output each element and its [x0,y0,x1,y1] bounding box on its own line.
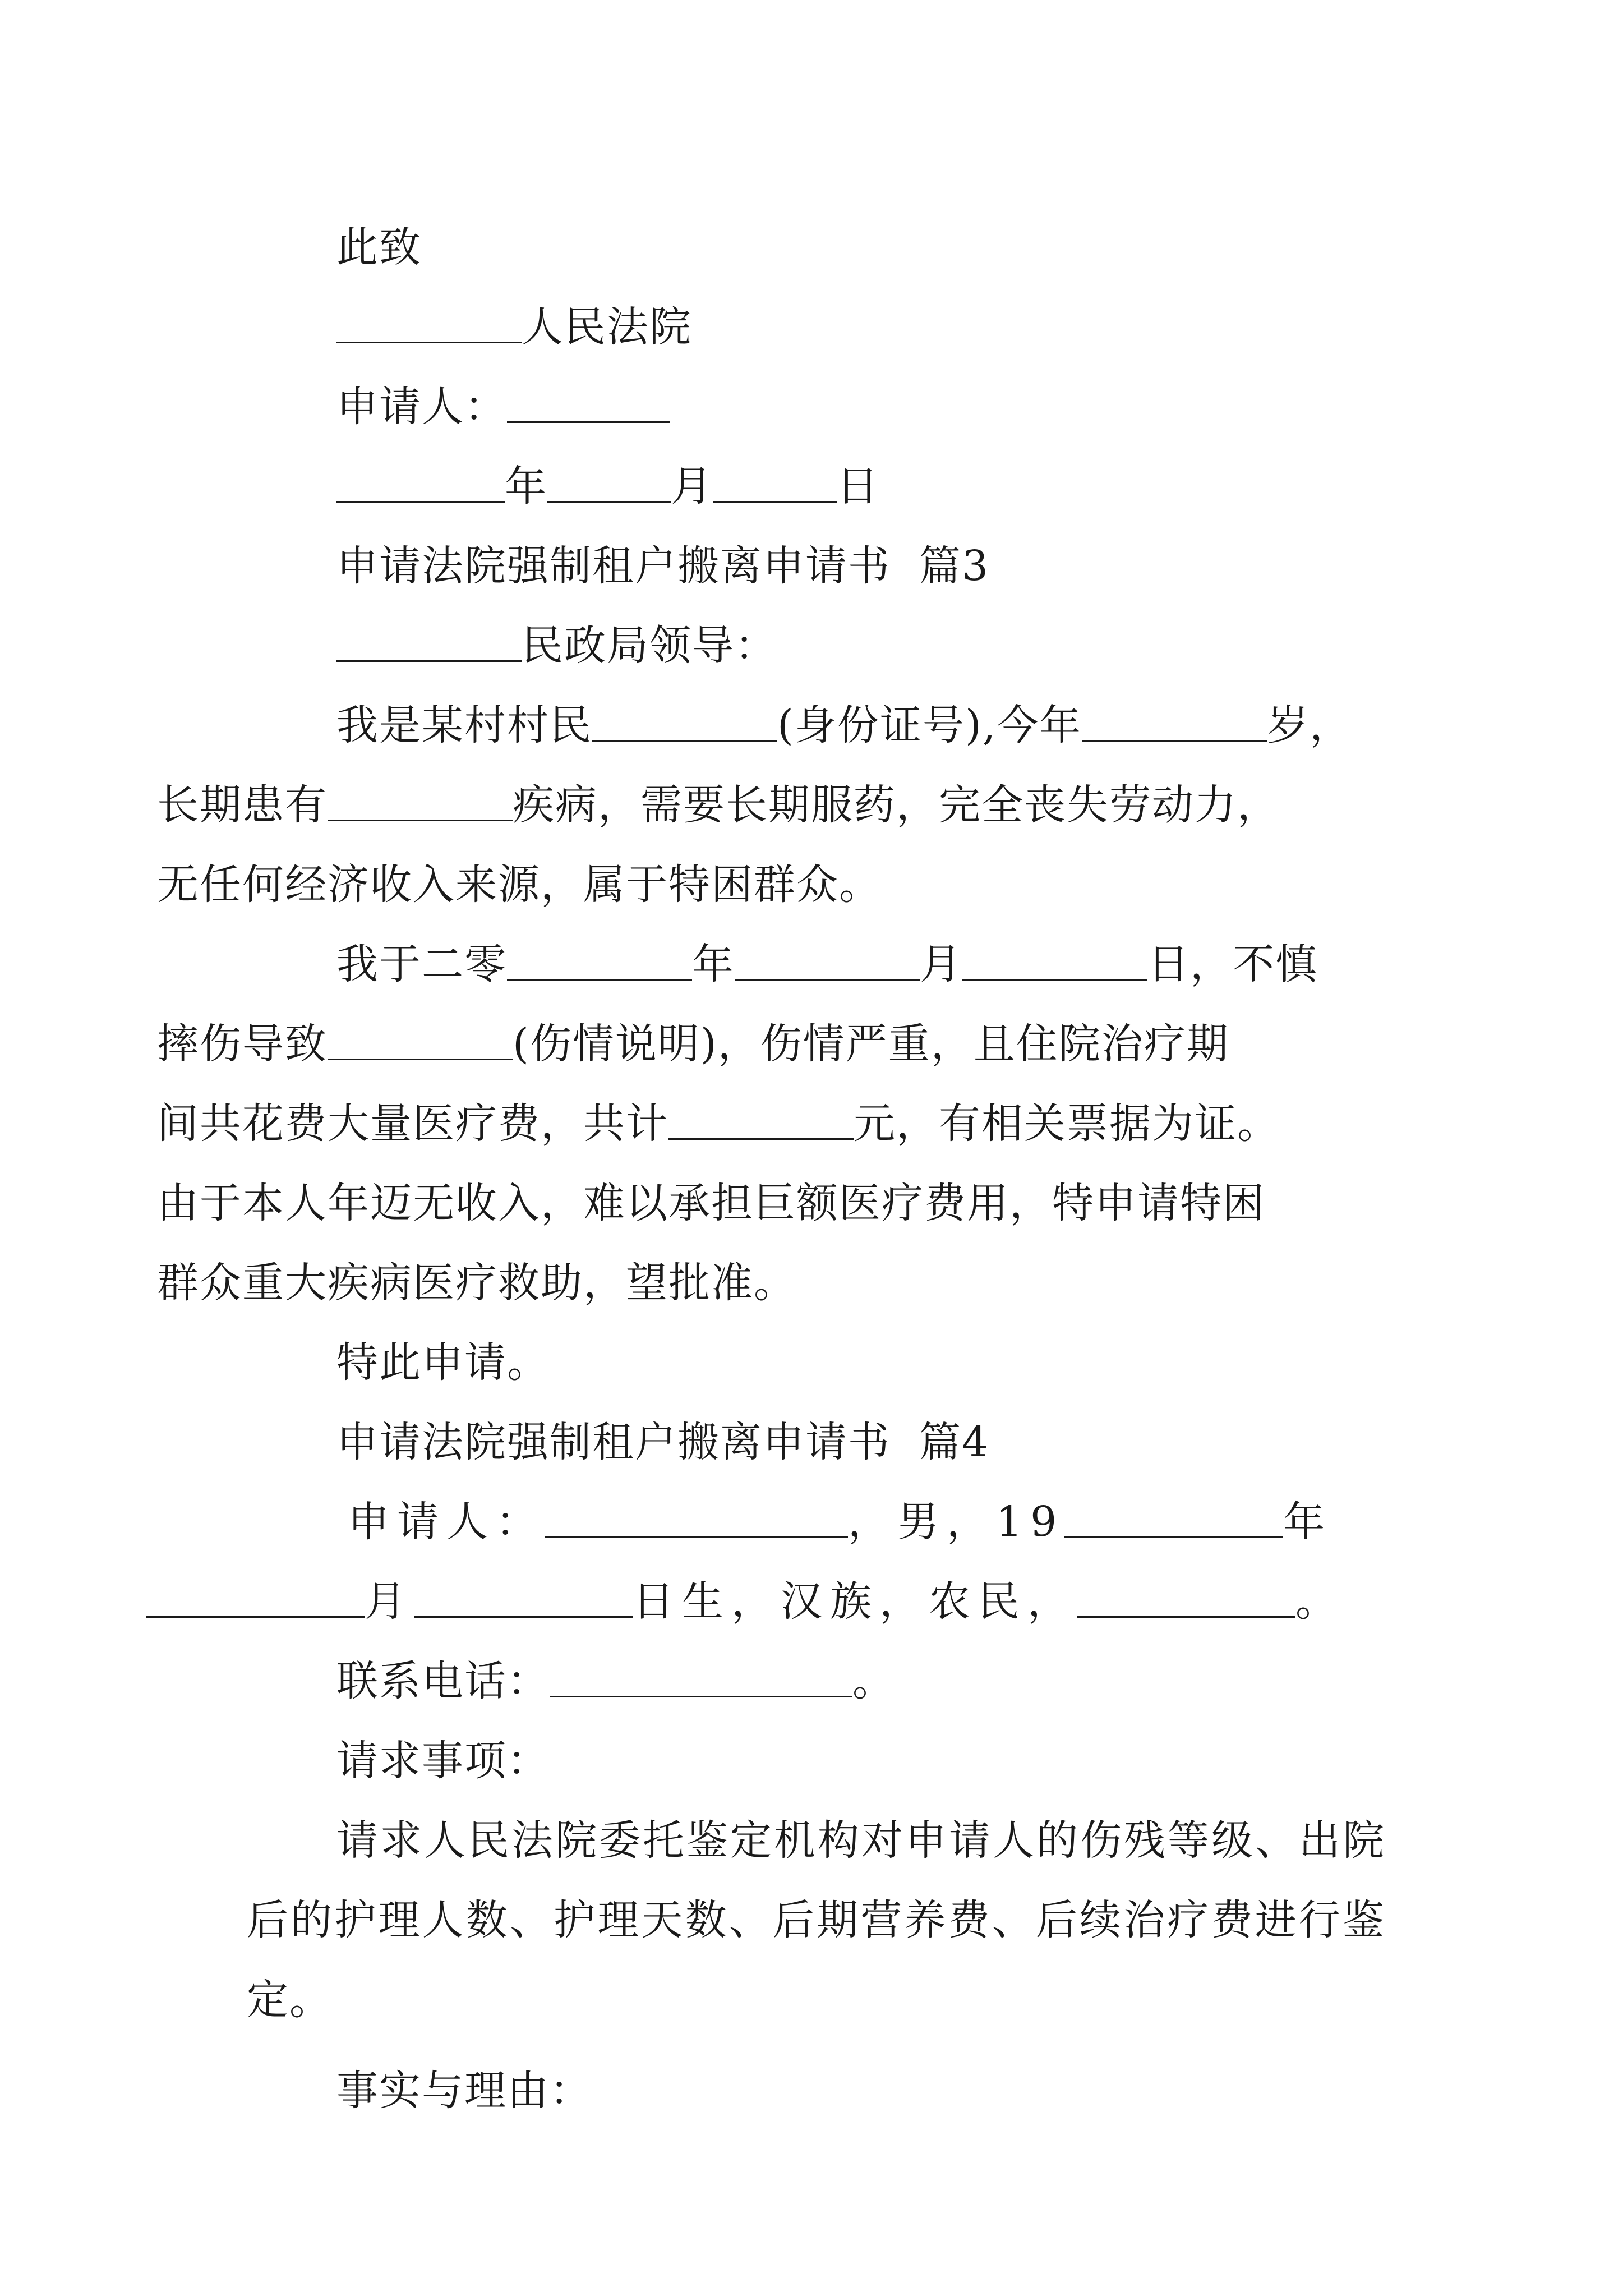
applicant-gender: ，男，19 [848,1498,1065,1546]
request-label: 请求事项： [336,1737,550,1785]
birth-day-blank [414,1575,633,1618]
section4-applicant-paragraph [247,1482,1385,1641]
court-line [247,287,1385,367]
year-blank [336,459,505,503]
court-suffix: 人民法院 [522,303,692,351]
p1-text-d: 长期患有 [157,781,328,829]
applicant-sign-line [247,367,1385,447]
amount-blank [668,1097,854,1140]
phone-line [247,1641,1385,1721]
injury-desc-blank [328,1017,513,1060]
addressee-blank [336,619,522,662]
request-text: 请求人民法院委托鉴定机构对申请人的伤残等级、出院后的护理人数、护理天数、后期营养费、后续治疗费进行鉴定。 [247,1816,1385,2024]
p2-text-g: 间共花费大量医疗费，共计 [157,1099,668,1148]
p1-text-c: 岁， [1267,701,1353,749]
injury-year-blank [507,937,692,981]
phone-end: 。 [852,1657,895,1705]
section4-heading: 申请法院强制租户搬离申请书 篇4 [336,1418,990,1466]
section3-heading: 申请法院强制租户搬离申请书 篇3 [336,542,990,590]
p2-text-i: 由于本人年迈无收入，难以承担巨额医疗费用，特申请特困 [157,1179,1265,1227]
month-blank [547,459,671,503]
addressee-suffix: 民政局领导： [522,622,777,670]
birth-month-blank [146,1575,365,1618]
p1-text-f: 无任何经济收入来源，属于特困群众。 [157,861,882,909]
salutation: 此致 [336,223,422,272]
p2-text-e: 摔伤导致 [157,1020,328,1068]
p2-text-d: 日，不慎 [1147,940,1318,988]
section3-closing: 特此申请。 [336,1338,550,1387]
section3-paragraph-1 [157,685,1385,924]
age-blank [1082,698,1267,742]
p2-text-b: 年 [692,940,735,988]
p2-text-a: 我于二零 [336,940,507,988]
month-label: 月 [671,462,713,510]
id-blank [592,698,777,742]
applicant-name-blank [545,1495,848,1538]
year-label: 年 [505,462,547,510]
illness-blank [328,778,513,821]
addressee-line [247,606,1385,685]
applicant-blank [507,380,670,423]
phone-label: 联系电话： [336,1657,550,1705]
court-blank [336,300,522,343]
section3-paragraph-2 [157,924,1385,1323]
document-body [157,208,1385,2131]
birth-year-blank [1064,1495,1283,1538]
p2-text-j: 群众重大疾病医疗救助，望批准。 [157,1259,796,1307]
p2-text-c: 月 [920,940,962,988]
p1-text-b: (身份证号),今年 [777,701,1082,749]
p1-text-a: 我是某村村民 [336,701,592,749]
injury-month-blank [735,937,920,981]
day-blank [713,459,837,503]
injury-day-blank [962,937,1147,981]
address-blank [1077,1575,1295,1618]
applicant-info-label: 申请人： [348,1498,545,1546]
birth-year-label: 年 [1283,1498,1333,1546]
p2-text-f: (伤情说明)，伤情严重，且住院治疗期 [513,1020,1229,1068]
applicant-label: 申请人： [336,383,507,431]
p1-text-e: 疾病，需要长期服药，完全丧失劳动力， [513,781,1280,829]
date-line [247,447,1385,526]
facts-label: 事实与理由： [336,2067,592,2115]
applicant-end: 。 [1295,1577,1345,1626]
phone-blank [550,1654,852,1697]
p2-text-h: 元，有相关票据为证。 [854,1099,1280,1148]
birth-month-label: 月 [365,1577,414,1626]
day-label: 日 [837,462,879,510]
birth-day-label: 日生，汉族，农民， [633,1577,1077,1626]
